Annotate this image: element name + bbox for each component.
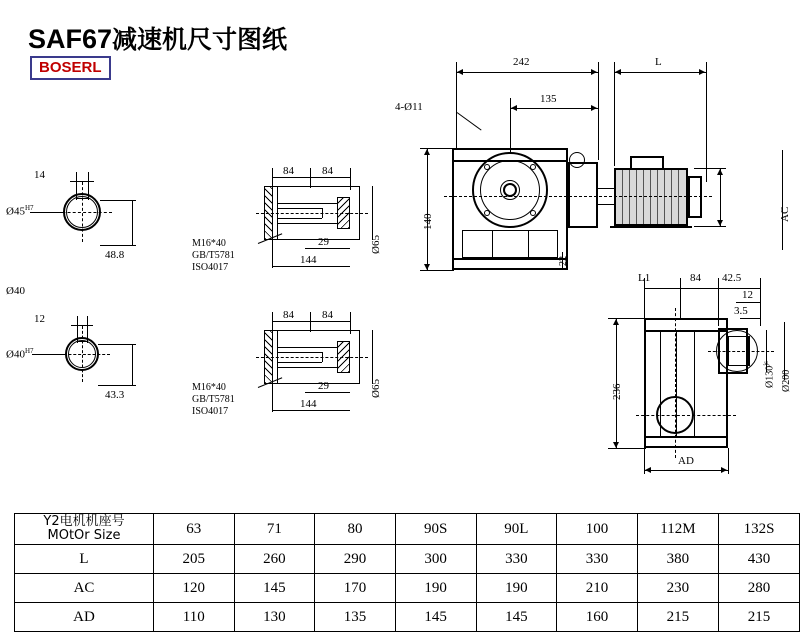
- bore-line-lower-top: [277, 223, 337, 224]
- dim-line-84a-bottom: [272, 321, 310, 322]
- table-size-0: 63: [153, 514, 234, 545]
- dim-line-84-side: [680, 288, 718, 289]
- dim-label-84b-top: 84: [322, 165, 333, 177]
- arrow-140-bottom: [424, 264, 430, 270]
- motor-fin-8: [671, 170, 672, 224]
- motor-fin-7: [664, 170, 665, 224]
- ext-140-bottom: [420, 270, 454, 271]
- dim-label-second-bore: Ø40: [6, 285, 25, 297]
- cell-AC-7: 280: [718, 574, 799, 603]
- cell-L-5: 330: [557, 545, 638, 574]
- side-centerline-h: [636, 415, 736, 416]
- ext-L-left: [614, 62, 615, 166]
- dim-label-bore-top: $Ø45^{H7}$: [6, 204, 34, 218]
- thread-std2-top: ISO4017: [192, 262, 229, 273]
- table-row: [15, 545, 800, 574]
- arrow-AD-right: [721, 467, 727, 473]
- side-top-rail: [644, 330, 728, 332]
- dim-label-14: 14: [34, 169, 45, 181]
- thread-label-bottom: M16*40: [192, 382, 226, 393]
- ext-line-433-bottom: [98, 385, 136, 386]
- table-row: [15, 574, 800, 603]
- cell-AD-0: 110: [153, 603, 234, 632]
- ext-242-right: [598, 62, 599, 160]
- cell-L-6: 380: [637, 545, 718, 574]
- page-title: [28, 20, 287, 56]
- ext-84b-right-bottom: [350, 312, 351, 334]
- ext-AD-right: [728, 448, 729, 474]
- fan-cover: [688, 176, 702, 218]
- side-centerline-v: [675, 308, 676, 458]
- dim-label-84a-top: 84: [283, 165, 294, 177]
- bore-line-lower-bottom: [277, 367, 337, 368]
- arrow-135-right: [591, 105, 597, 111]
- ext-line-488-top: [100, 200, 136, 201]
- ext-line-14-left: [76, 172, 77, 192]
- side-bottom-rail: [644, 436, 728, 438]
- cell-AC-5: 210: [557, 574, 638, 603]
- coupling-line-bottom: [598, 204, 614, 205]
- dim-line-d65-bottom: [372, 330, 373, 384]
- dim-line-d65-top: [372, 186, 373, 240]
- cell-L-0: 205: [153, 545, 234, 574]
- arrow-L-left: [615, 69, 621, 75]
- cell-AD-3: 145: [395, 603, 476, 632]
- centerline-hollow-top: [256, 213, 368, 214]
- dim-line-140: [427, 148, 428, 270]
- title-chinese: 减速机尺寸图纸: [112, 25, 288, 54]
- assembly-centerline: [444, 196, 712, 197]
- dim-line-433: [132, 344, 133, 386]
- table-row-header: [15, 514, 800, 545]
- dim-label-433: 43.3: [105, 389, 125, 401]
- dim-label-144-top: 144: [300, 254, 317, 266]
- dim-label-84a-bottom: 84: [283, 309, 294, 321]
- dim-line-AC-outer: [782, 150, 783, 250]
- centerline-v-top: [82, 182, 83, 242]
- table-row: [15, 603, 800, 632]
- dim-line-425: [718, 288, 760, 289]
- terminal-box: [630, 156, 664, 170]
- dim-label-d65-bottom: Ø65: [370, 379, 382, 398]
- dim-line-488: [132, 200, 133, 246]
- motor-adapter-flange: [568, 162, 598, 228]
- dim-label-236: 236: [611, 383, 623, 400]
- arrow-AD-left: [645, 467, 651, 473]
- thread-std2-bottom: ISO4017: [192, 406, 229, 417]
- motor-fin-9: [678, 170, 679, 224]
- dim-line-29-top: [305, 248, 350, 249]
- ext-84b-right-top: [350, 168, 351, 190]
- adapter-boss: [569, 152, 585, 168]
- table-size-4: 90L: [476, 514, 557, 545]
- thread-label-top: M16*40: [192, 238, 226, 249]
- dim-line-AD: [644, 470, 728, 471]
- cell-AD-5: 160: [557, 603, 638, 632]
- dim-line-14: [70, 181, 94, 182]
- motor-fin-4: [643, 170, 644, 224]
- housing-rib-1: [492, 230, 493, 258]
- arrow-140-top: [424, 149, 430, 155]
- dim-line-L: [614, 72, 706, 73]
- bore-line-upper-bottom: [277, 347, 337, 348]
- motor-fin-3: [636, 170, 637, 224]
- leader-d40: [32, 354, 65, 355]
- spec-table: [14, 513, 800, 632]
- centerline-v-bottom: [82, 326, 83, 382]
- arrow-AC-top: [717, 169, 723, 175]
- side-rib-3: [694, 330, 695, 436]
- dim-label-L: L: [655, 56, 662, 68]
- bore-line-lower2-bottom: [277, 362, 322, 363]
- ext-line-12-left: [77, 316, 78, 336]
- cell-AD-6: 215: [637, 603, 718, 632]
- ext-L1-left: [644, 278, 645, 318]
- dim-line-84b-top: [310, 177, 350, 178]
- table-header-en: MOtOr Size: [47, 528, 121, 543]
- table-size-5: 100: [557, 514, 638, 545]
- table-size-7: 132S: [718, 514, 799, 545]
- dim-label-135: 135: [540, 93, 557, 105]
- dim-line-135: [510, 108, 598, 109]
- leader-d45: [30, 212, 63, 213]
- dim-line-84b-bottom: [310, 321, 350, 322]
- side-adapter-centerline: [708, 351, 774, 352]
- cell-L-7: 430: [718, 545, 799, 574]
- cell-AD-2: 135: [315, 603, 396, 632]
- ext-84-right: [718, 278, 719, 326]
- dim-line-AC: [720, 168, 721, 226]
- bolt-hole-4: [530, 210, 536, 216]
- row-label-AD: AD: [15, 603, 154, 632]
- ext-L1-right: [680, 278, 681, 318]
- dim-label-140: 140: [422, 213, 434, 230]
- output-shaft-ring: [500, 180, 520, 200]
- table-header-cn: Y2电机机座号: [43, 514, 125, 529]
- bolt-hole-2: [530, 164, 536, 170]
- dim-label-L1: L1: [638, 272, 651, 284]
- thread-std1-bottom: GB/T5781: [192, 394, 235, 405]
- dim-label-22: 22: [558, 256, 569, 266]
- ext-84a-right-top: [310, 168, 311, 188]
- motor-fin-6: [657, 170, 658, 224]
- dim-line-12: [71, 325, 93, 326]
- cell-AD-1: 130: [234, 603, 315, 632]
- dim-line-12-side: [736, 302, 760, 303]
- motor-fin-5: [650, 170, 651, 224]
- bolt-hole-3: [484, 210, 490, 216]
- table-size-1: 71: [234, 514, 315, 545]
- dim-line-84a-top: [272, 177, 310, 178]
- table-size-2: 80: [315, 514, 396, 545]
- motor-body-fill: [616, 170, 686, 224]
- arrow-135-left: [511, 105, 517, 111]
- cell-L-2: 290: [315, 545, 396, 574]
- ext-AC-bottom: [694, 226, 726, 227]
- motor-fin-1: [622, 170, 623, 224]
- dim-line-144-bottom: [272, 410, 350, 411]
- dim-label-12-side: 12: [742, 289, 753, 301]
- ext-144-left-bottom: [272, 384, 273, 412]
- thread-std1-top: GB/T5781: [192, 250, 235, 261]
- cell-AC-4: 190: [476, 574, 557, 603]
- cell-AC-6: 230: [637, 574, 718, 603]
- cell-AC-0: 120: [153, 574, 234, 603]
- dim-label-d65-top: Ø65: [370, 235, 382, 254]
- ext-line-14-right: [88, 172, 89, 192]
- ext-425-right: [760, 278, 761, 326]
- dim-label-d200: Ø200: [781, 369, 792, 392]
- row-label-L: L: [15, 545, 154, 574]
- housing-lower-section: [462, 230, 558, 258]
- cell-L-1: 260: [234, 545, 315, 574]
- dim-label-12: 12: [34, 313, 45, 325]
- dim-line-35: [740, 318, 760, 319]
- arrow-L-right: [699, 69, 705, 75]
- dim-label-488: 48.8: [105, 249, 125, 261]
- ext-line-433-top: [98, 344, 136, 345]
- cell-AC-1: 145: [234, 574, 315, 603]
- arrow-236-bottom: [613, 442, 619, 448]
- dim-line-242: [456, 72, 598, 73]
- cell-AC-3: 190: [395, 574, 476, 603]
- ext-line-488-bottom: [100, 245, 136, 246]
- dim-line-29-bottom: [305, 392, 350, 393]
- bore-line-lower2-top: [277, 218, 322, 219]
- bore-line-upper2-top: [277, 208, 322, 209]
- dim-label-84b-bottom: 84: [322, 309, 333, 321]
- dim-label-d130: $Ø130^{js}$: [762, 361, 776, 388]
- table-header-motor-size: [15, 514, 154, 545]
- cell-L-4: 330: [476, 545, 557, 574]
- cell-AD-4: 145: [476, 603, 557, 632]
- motor-fin-2: [629, 170, 630, 224]
- leader-hole-callout: [457, 112, 482, 130]
- cell-AD-7: 215: [718, 603, 799, 632]
- dim-label-242: 242: [513, 56, 530, 68]
- arrow-242-left: [457, 69, 463, 75]
- coupling-line-top: [598, 188, 614, 189]
- dim-label-AD: AD: [678, 455, 694, 467]
- motor-base: [610, 226, 692, 228]
- ext-84a-left-top: [272, 168, 273, 188]
- dim-label-35: 3.5: [734, 305, 748, 317]
- ext-144-left-top: [272, 240, 273, 268]
- housing-rib-2: [528, 230, 529, 258]
- dim-label-144-bottom: 144: [300, 398, 317, 410]
- ext-236-bottom: [608, 448, 646, 449]
- ext-84a-left-bottom: [272, 312, 273, 332]
- dim-label-425: 42.5: [722, 272, 742, 284]
- table-size-3: 90S: [395, 514, 476, 545]
- title-model-code: SAF67: [28, 24, 113, 54]
- dim-line-144-top: [272, 266, 350, 267]
- arrow-236-top: [613, 319, 619, 325]
- centerline-hollow-bottom: [256, 357, 368, 358]
- ext-line-12-right: [87, 316, 88, 336]
- dim-label-bore-bottom: $Ø40^{H7}$: [6, 347, 34, 361]
- cell-L-3: 300: [395, 545, 476, 574]
- ext-84a-right-bottom: [310, 312, 311, 332]
- bore-line-upper-top: [277, 203, 337, 204]
- dim-label-84-side: 84: [690, 272, 701, 284]
- housing-bottom-rail: [452, 258, 568, 260]
- dim-label-29-bottom: 29: [318, 380, 329, 392]
- cell-AC-2: 170: [315, 574, 396, 603]
- row-label-AC: AC: [15, 574, 154, 603]
- brand-logo: BOSERL: [30, 56, 111, 80]
- dim-label-29-top: 29: [318, 236, 329, 248]
- bolt-hole-1: [484, 164, 490, 170]
- arrow-242-right: [591, 69, 597, 75]
- hole-callout-label: 4-Ø11: [395, 101, 423, 113]
- ext-L-right: [706, 62, 707, 182]
- arrow-AC-bottom: [717, 220, 723, 226]
- dim-line-L1: [644, 288, 680, 289]
- dim-label-AC: AC: [779, 206, 791, 222]
- table-size-6: 112M: [637, 514, 718, 545]
- bore-line-upper2-bottom: [277, 352, 322, 353]
